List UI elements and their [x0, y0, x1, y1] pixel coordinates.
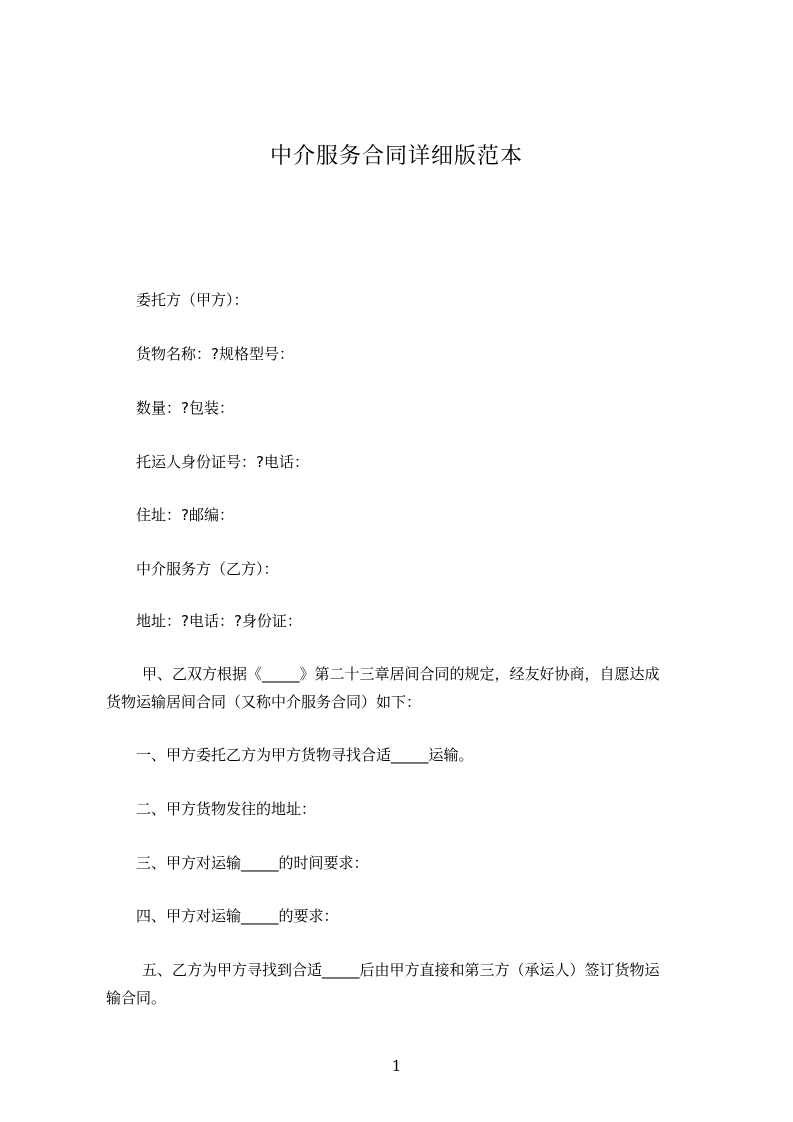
party-b-line: 中介服务方（乙方）： [136, 560, 279, 578]
party-a-line: 委托方（甲方）： [136, 291, 249, 309]
shipper-id-line: 托运人身份证号：?电话： [136, 453, 309, 471]
page-number: 1 [391, 1057, 402, 1075]
preamble-paragraph-line-2: 货物运输居间合同（又称中介服务合同）如下： [106, 693, 422, 711]
clause-one: 一、甲方委托乙方为甲方货物寻找合适_____运输。 [136, 746, 474, 764]
clause-five-line-2: 输合同。 [106, 989, 167, 1007]
preamble-paragraph-line-1: 甲、乙双方根据《_____》第二十三章居间合同的规定，经友好协商，自愿达成 [142, 665, 660, 683]
document-title: 中介服务合同详细版范本 [269, 144, 523, 169]
clause-four: 四、甲方对运输_____的要求： [136, 907, 339, 925]
party-b-address-line: 地址：?电话：?身份证： [136, 612, 302, 630]
goods-name-line: 货物名称：?规格型号： [136, 345, 294, 363]
address-postcode-line: 住址：?邮编： [136, 506, 234, 524]
clause-three: 三、甲方对运输_____的时间要求： [136, 854, 369, 872]
clause-two: 二、甲方货物发往的地址： [136, 800, 317, 818]
clause-five-line-1: 五、乙方为甲方寻找到合适_____后由甲方直接和第三方（承运人）签订货物运 [142, 961, 660, 979]
quantity-line: 数量：?包装： [136, 399, 234, 417]
